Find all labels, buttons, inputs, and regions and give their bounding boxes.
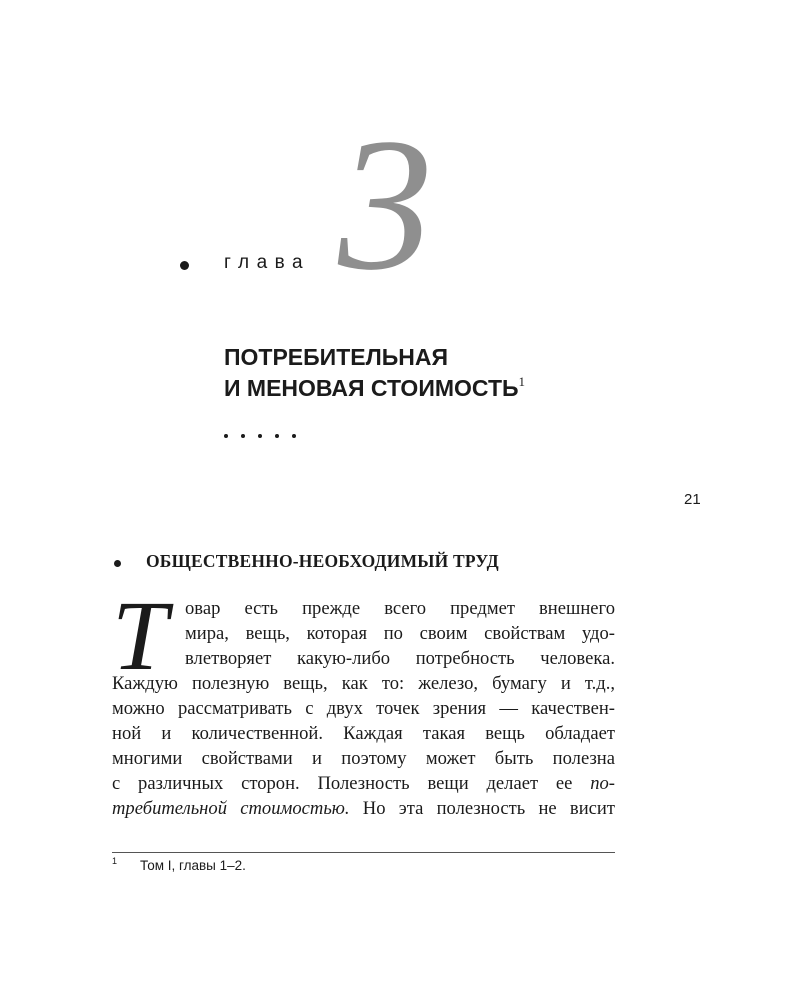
body-line-8 [112,772,615,796]
body-line-8-emphasis: по- [590,773,615,794]
page-number: 21 [684,491,701,508]
footnote-mark: 1 [112,856,118,866]
body-line-8-text: с различных сторон. Полезность вещи делает ее [112,773,573,794]
section-bullet [114,560,121,567]
chapter-title [224,342,644,404]
body-line-7: многими свойствами и поэтому может быть полезна [112,748,615,769]
chapter-label: глава [224,252,311,273]
footnote-text: Том I, главы 1–2. [140,858,246,873]
chapter-title-line-2-text: И МЕНОВАЯ СТОИМОСТЬ [224,375,519,401]
chapter-title-line-2 [224,373,644,404]
drop-cap: Т [112,580,168,691]
body-line-1: овар есть прежде всего предмет внешнего [185,598,615,619]
chapter-bullet [180,261,189,270]
chapter-number: 3 [338,100,433,310]
chapter-title-line-1: ПОТРЕБИТЕЛЬНАЯ [224,344,449,370]
chapter-title-footnote-ref[interactable]: 1 [518,374,526,389]
dot [275,434,279,438]
section-heading: ОБЩЕСТВЕННО-НЕОБХОДИМЫЙ ТРУД [146,551,499,571]
body-line-9-emphasis: требительной стоимостью. [112,798,350,819]
body-line-9-text: Но эта полезность не висит [362,798,615,819]
body-line-4: Каждую полезную вещь, как то: железо, бумагу и т.д., [112,673,615,694]
dot [258,434,262,438]
body-line-3: влетворяет какую-либо потребность человека. [185,648,615,669]
body-line-2: мира, вещь, которая по своим свойствам удо- [185,623,615,644]
dot [224,434,228,438]
body-line-9 [112,797,615,821]
decorative-dots [224,434,296,438]
dot [292,434,296,438]
dot [241,434,245,438]
body-line-6: ной и количественной. Каждая такая вещь обладает [112,723,615,744]
footnote-divider [112,852,615,853]
body-line-5: можно рассматривать с двух точек зрения — качествен- [112,698,615,719]
